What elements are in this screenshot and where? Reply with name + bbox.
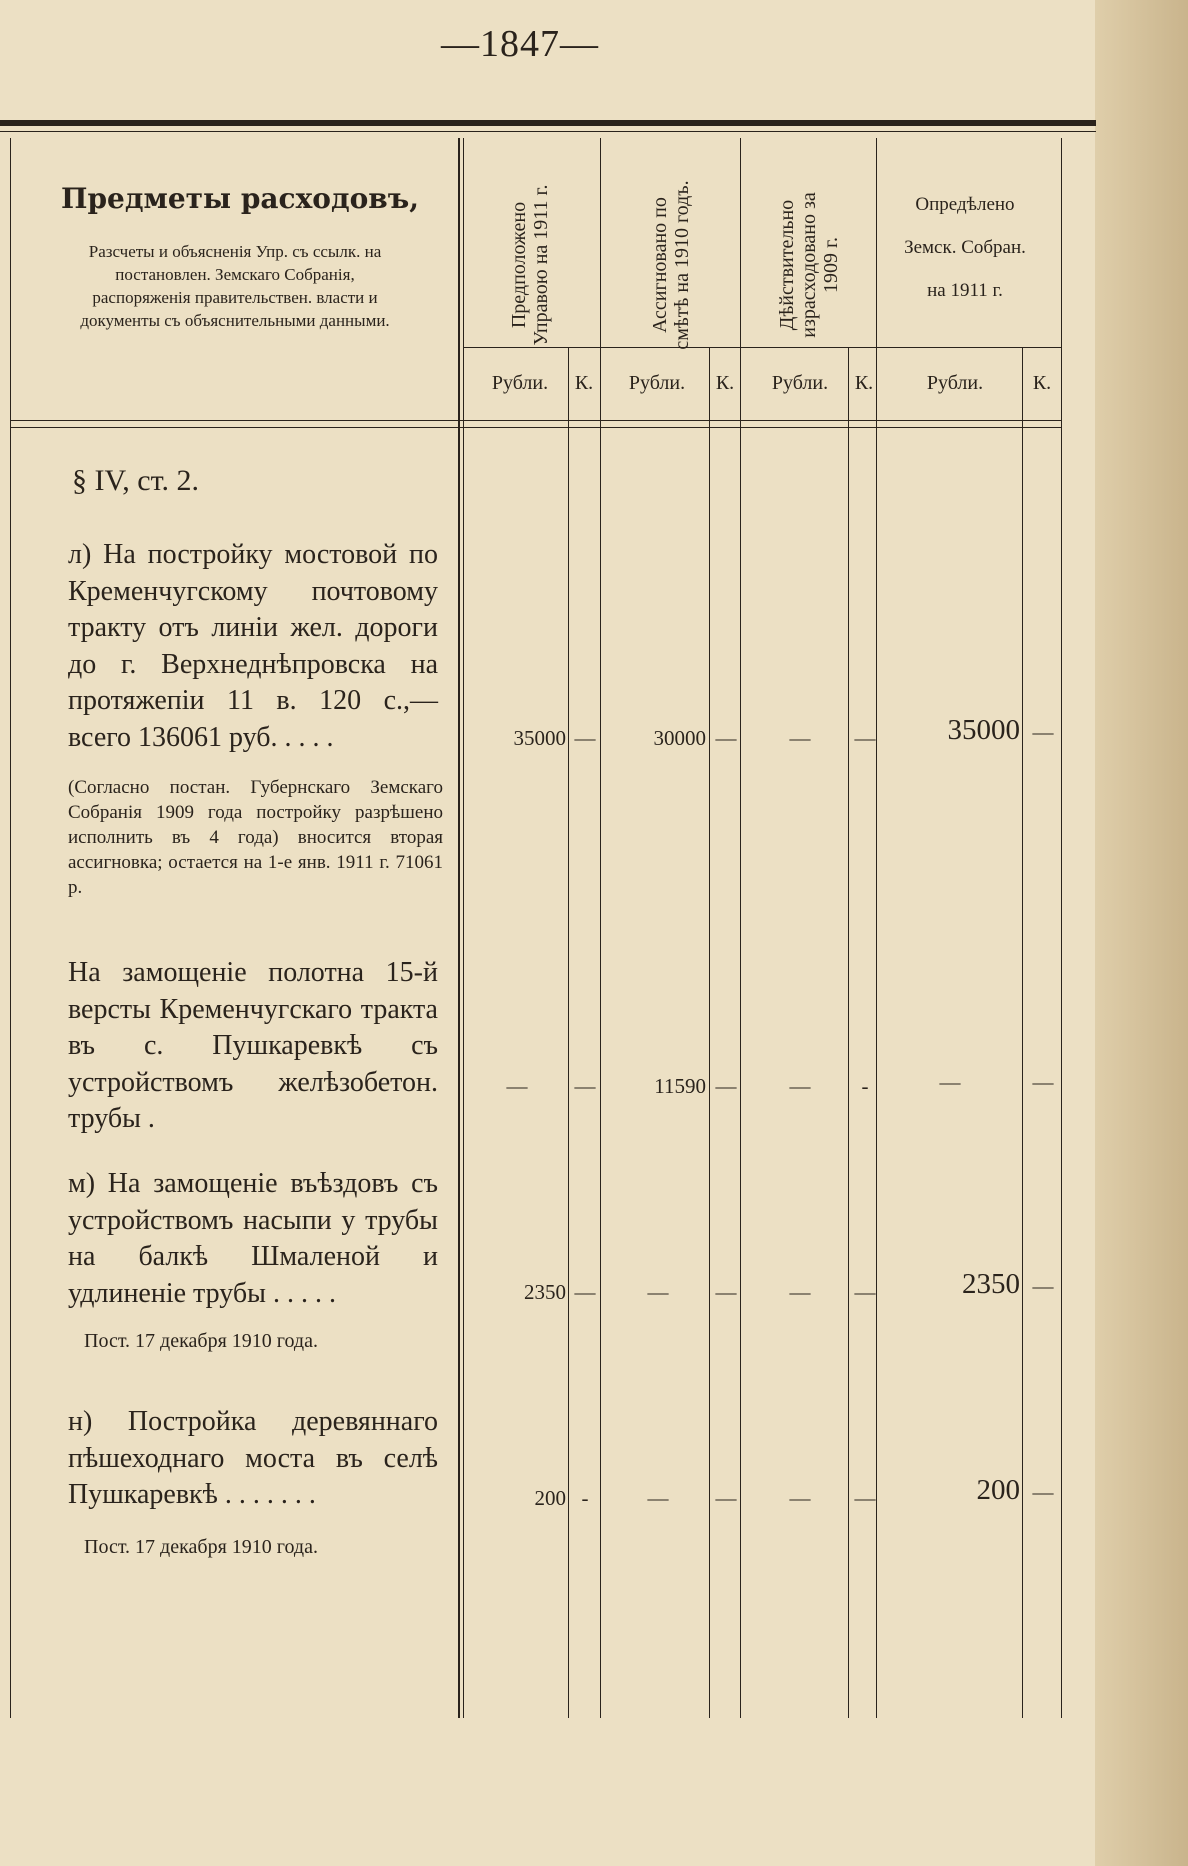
item-l-note: (Согласно постан. Губернскаго Земскаго Собранія 1909 года постройку разрѣшено исполнить въ 4 года) вносится вторая ассигновка; остается на 1-е янв. 1911 г. 71061 р. — [68, 777, 443, 898]
item-l-determined-kop: — — [1032, 720, 1054, 744]
col-divider-determined-kop — [1022, 348, 1023, 1718]
col-divider-main — [458, 138, 460, 1718]
table-right-border — [1061, 138, 1062, 1718]
item-m-spent: — — [789, 1280, 811, 1304]
item-m-proposed-kop: — — [574, 1280, 596, 1304]
subheader-kop-proposed: К. — [574, 372, 594, 394]
col-divider-spent-kop — [848, 348, 849, 1718]
item-l-spent: — — [789, 726, 811, 750]
item-n-spent: — — [789, 1486, 811, 1510]
item-15-text: На замощеніе полотна 15-й версты Кременчугскаго тракта въ с. Пушкаревкѣ съ устройствомъ желѣзобетон. трубы . — [68, 957, 438, 1134]
subheader-kop-spent: К. — [854, 372, 874, 394]
item-15-proposed: — — [506, 1074, 528, 1098]
item-15-assigned-kop: — — [715, 1074, 737, 1098]
item-m-proposed: 2350 — [524, 1280, 566, 1304]
col-header-assigned: Ассигновано по смѣтѣ на 1910 годъ. — [649, 180, 693, 350]
item-15-determined-kop: — — [1032, 1070, 1054, 1094]
subheader-rub-proposed: Рубли. — [491, 372, 549, 394]
top-rule — [0, 120, 1096, 126]
item-n-assigned-kop: — — [715, 1486, 737, 1510]
page-number: —1847— — [441, 23, 599, 65]
subheader-rule — [463, 347, 1061, 348]
item-l-assigned: 30000 — [653, 726, 706, 750]
subheader-rub-assigned: Рубли. — [628, 372, 686, 394]
item-n-proposed: 200 — [534, 1486, 566, 1510]
item-m-text: м) На замощеніе въѣздовъ съ устройствомъ насыпи у трубы на балкѣ Шмаленой и удлиненіе трубы . . . . . — [68, 1168, 438, 1309]
header-title: Предметы расходовъ, — [61, 182, 419, 215]
col-divider-proposed-kop — [568, 348, 569, 1718]
item-m-determined-kop: — — [1032, 1274, 1054, 1298]
item-n-proposed-kop: - — [581, 1486, 589, 1510]
item-n-assigned: — — [647, 1486, 669, 1510]
header-bottom-rule-2 — [10, 427, 1062, 428]
col-header-spent: Дѣйствительно израсходовано за 1909 г. — [776, 192, 842, 338]
item-n-post: Пост. 17 декабря 1910 года. — [84, 1536, 318, 1558]
item-m-post: Пост. 17 декабря 1910 года. — [84, 1330, 318, 1352]
table-left-border — [10, 138, 11, 1718]
item-l-proposed-kop: — — [574, 726, 596, 750]
item-l-assigned-kop: — — [715, 726, 737, 750]
item-15-proposed-kop: — — [574, 1074, 596, 1098]
col-header-determined: Опредѣлено Земск. Собран. на 1911 г. — [904, 194, 1026, 301]
header-description: Разсчеты и объясненія Упр. съ ссылк. на постановлен. Земскаго Собранія, распоряженія правительствен. власти и документы съ объяснительными данными. — [80, 242, 390, 330]
item-n-determined: 200 — [976, 1474, 1020, 1506]
item-l-proposed: 35000 — [513, 726, 566, 750]
subheader-kop-determined: К. — [1032, 372, 1052, 394]
item-l-text: л) На постройку мостовой по Кременчугскому почтовому тракту отъ линіи жел. дороги до г. Верхнеднѣпровска на протяжепіи 11 в. 120 с.,— всего 136061 руб. . . . . — [68, 539, 438, 753]
item-l-spent-kop: — — [854, 726, 876, 750]
item-15-assigned: 11590 — [654, 1074, 706, 1098]
item-m-assigned-kop: — — [715, 1280, 737, 1304]
item-n-text: н) Постройка деревяннаго пѣшеходнаго моста въ селѣ Пушкаревкѣ . . . . . . . — [68, 1406, 438, 1510]
item-n-determined-kop: — — [1032, 1480, 1054, 1504]
top-rule-thin — [0, 131, 1096, 132]
item-15-spent-kop: - — [861, 1074, 869, 1098]
subheader-kop-assigned: К. — [715, 372, 735, 394]
item-15-spent: — — [789, 1074, 811, 1098]
page-edge — [1095, 0, 1188, 1866]
col-divider-assigned — [600, 138, 601, 1718]
subheader-rub-spent: Рубли. — [771, 372, 829, 394]
item-m-determined: 2350 — [962, 1268, 1020, 1300]
item-m-assigned: — — [647, 1280, 669, 1304]
header-bottom-rule — [10, 420, 1062, 421]
item-n-spent-kop: — — [854, 1486, 876, 1510]
col-divider-main-b — [463, 138, 464, 1718]
subheader-rub-determined: Рубли. — [926, 372, 984, 394]
item-l-determined: 35000 — [947, 714, 1020, 746]
section-heading: § IV, ст. 2. — [72, 464, 199, 497]
col-divider-assigned-kop — [709, 348, 710, 1718]
col-divider-spent — [740, 138, 741, 1718]
col-header-proposed: Предположено Управою на 1911 г. — [508, 184, 552, 346]
item-15-determined: — — [939, 1070, 961, 1094]
item-m-spent-kop: — — [854, 1280, 876, 1304]
